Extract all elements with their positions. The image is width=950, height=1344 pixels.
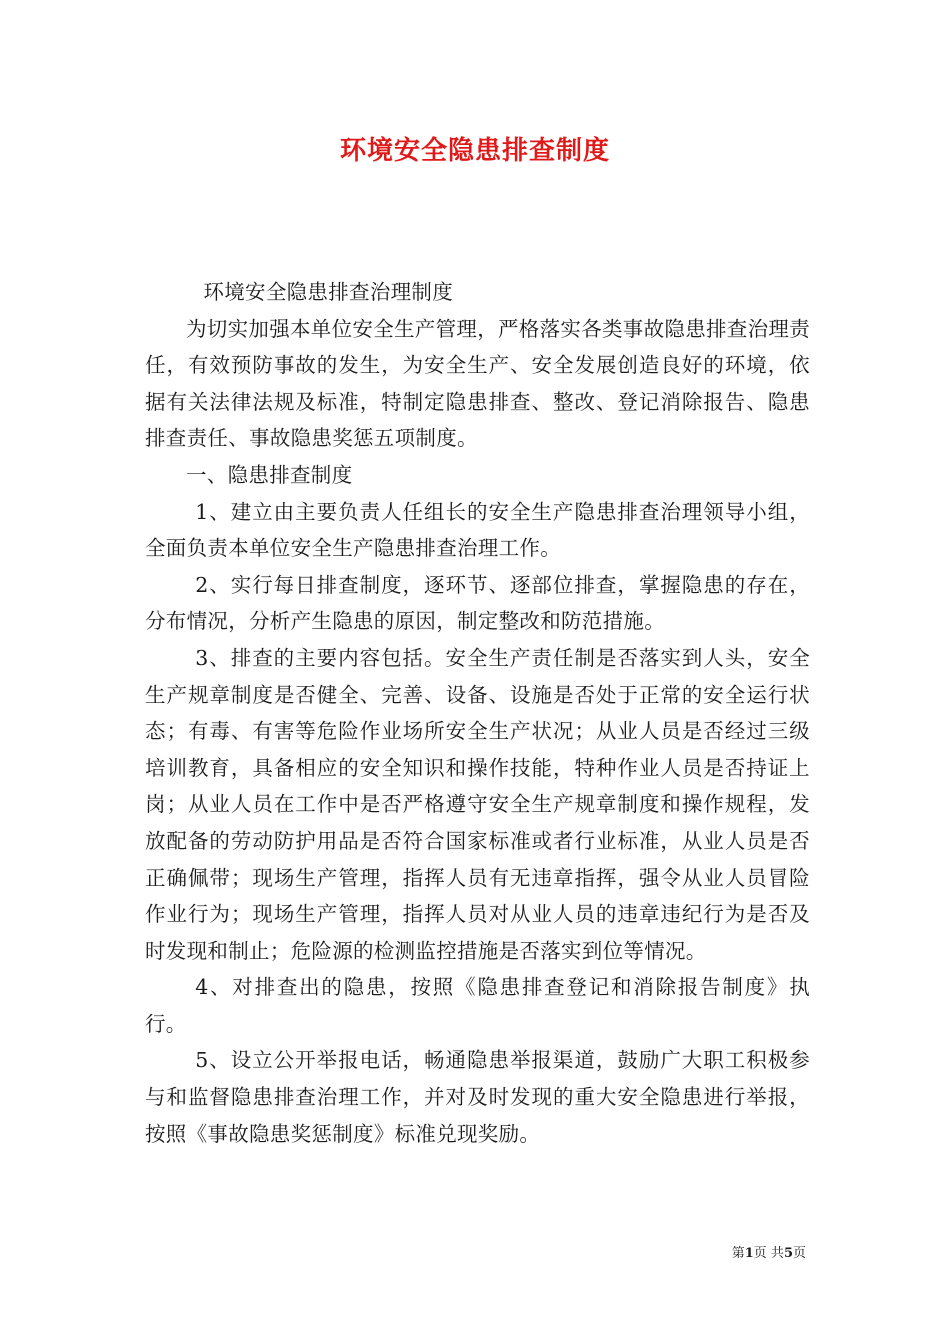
- list-item-1: 1、建立由主要负责人任组长的安全生产隐患排查治理领导小组，全面负责本单位安全生产隐患排查治理工作。: [145, 499, 810, 561]
- section-heading: 一、隐患排查制度: [186, 462, 353, 487]
- list-item-2: 2、实行每日排查制度，逐环节、逐部位排查，掌握隐患的存在，分布情况，分析产生隐患的原因，制定整改和防范措施。: [145, 572, 810, 634]
- page-number: 1: [744, 1246, 754, 1261]
- list-item-3: 3、排查的主要内容包括。安全生产责任制是否落实到人头，安全生产规章制度是否健全、完善、设备、设施是否处于正常的安全运行状态；有毒、有害等危险作业场所安全生产状况；从业人员是否经过三级培训教育，具备相应的安全知识和操作技能，特种作业人员是否持证上岗；从业人员在工作中是否严格遵守安全生产规章制度和操作规程，发放配备的劳动防护用品是否符合国家标准或者行业标准，从业人员是否正确佩带；现场生产管理，指挥人员有无违章指挥，强令从业人员冒险作业行为；现场生产管理，指挥人员对从业人员的违章违纪行为是否及时发现和制止；危险源的检测监控措施是否落实到位等情况。: [145, 645, 810, 963]
- page-middle: 页 共: [753, 1246, 784, 1261]
- document-subtitle: 环境安全隐患排查治理制度: [203, 280, 454, 304]
- document-title: 环境安全隐患排查制度: [339, 136, 610, 166]
- page-suffix: 页: [792, 1246, 806, 1261]
- list-item-5: 5、设立公开举报电话，畅通隐患举报渠道，鼓励广大职工积极参与和监督隐患排查治理工作，并对及时发现的重大安全隐患进行举报，按照《事故隐患奖惩制度》标准兑现奖励。: [145, 1048, 810, 1146]
- page-prefix: 第: [731, 1246, 745, 1261]
- document-body: [145, 274, 810, 1152]
- list-item-4: 4、对排查出的隐患，按照《隐患排查登记和消除报告制度》执行。: [145, 975, 810, 1036]
- intro-paragraph: 为切实加强本单位安全生产管理，严格落实各类事故隐患排查治理责任，有效预防事故的发生，为安全生产、安全发展创造良好的环境，依据有关法律法规及标准，特制定隐患排查、整改、登记消除报告、隐患排查责任、事故隐患奖惩五项制度。: [145, 316, 810, 451]
- page-total: 5: [783, 1246, 793, 1261]
- page-footer: [0, 1242, 806, 1261]
